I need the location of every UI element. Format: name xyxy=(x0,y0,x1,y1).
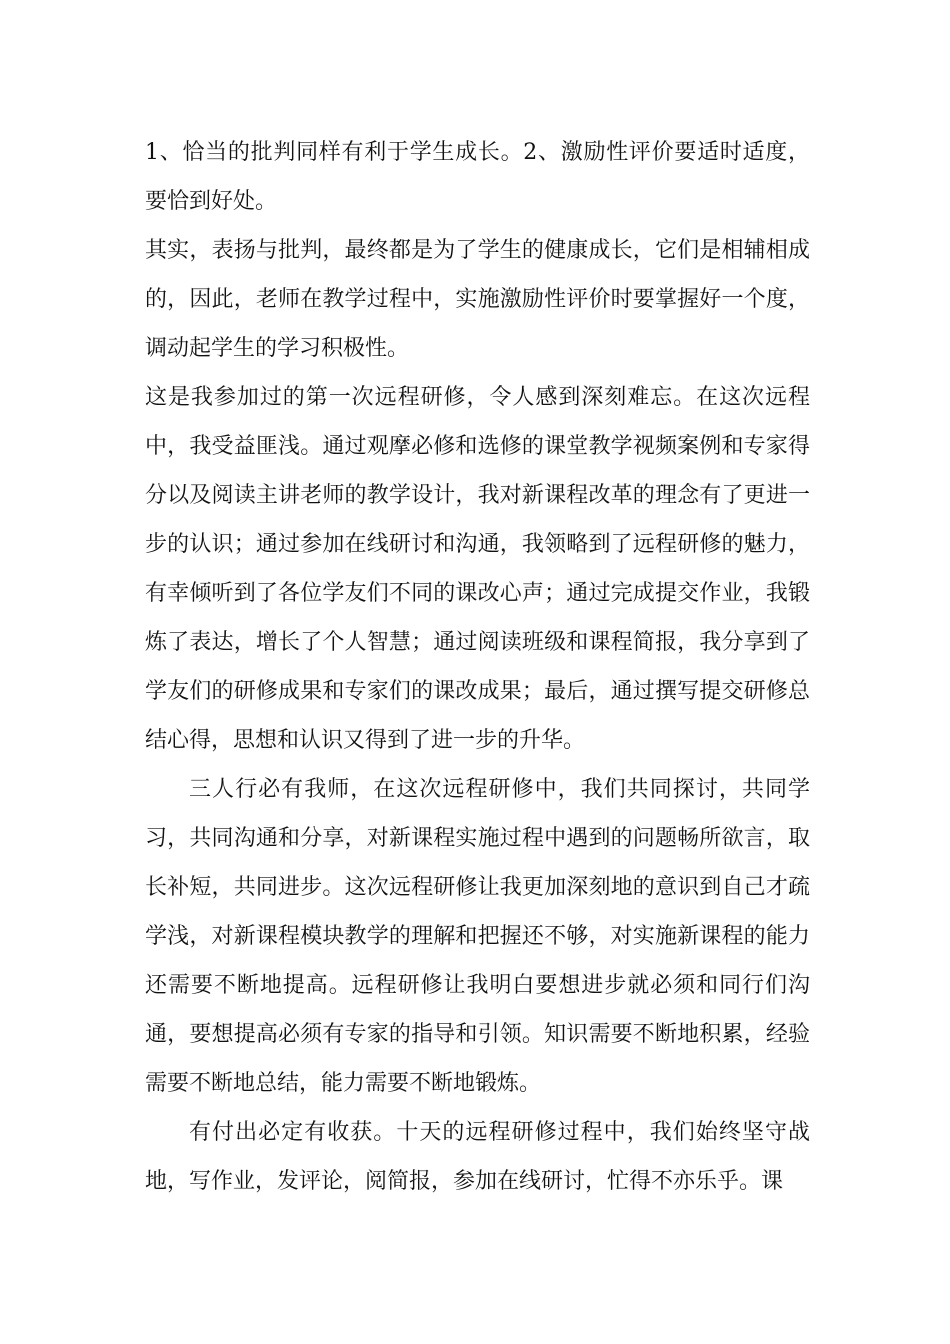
document-body xyxy=(145,128,810,1206)
paragraph-first-remote-training: 这是我参加过的第一次远程研修，令人感到深刻难忘。在这次远程中，我受益匪浅。通过观摩必修和选修的课堂教学视频案例和专家得分以及阅读主讲老师的教学设计，我对新课程改革的理念有了更进一步的认识；通过参加在线研讨和沟通，我领略到了远程研修的魅力，有幸倾听到了各位学友们不同的课改心声；通过完成提交作业，我锻炼了表达，增长了个人智慧；通过阅读班级和课程简报，我分享到了学友们的研修成果和专家们的课改成果；最后，通过撰写提交研修总结心得，思想和认识又得到了进一步的升华。 xyxy=(145,385,810,753)
paragraph-criticism-points: 1、恰当的批判同样有利于学生成长。2、激励性评价要适时适度，要恰到好处。 xyxy=(145,140,810,214)
paragraph-learning-together: 三人行必有我师，在这次远程研修中，我们共同探讨，共同学习，共同沟通和分享，对新课程实施过程中遇到的问题畅所欲言，取长补短，共同进步。这次远程研修让我更加深刻地的意识到自己才疏学浅，对新课程模块教学的理解和把握还不够，对实施新课程的能力还需要不断地提高。远程研修让我明白要想进步就必须和同行们沟通，要想提高必须有专家的指导和引领。知识需要不断地积累，经验需要不断地总结，能力需要不断地锻炼。 xyxy=(145,777,810,1096)
paragraph-effort-and-reward: 有付出必定有收获。十天的远程研修过程中，我们始终坚守战地，写作业，发评论，阅简报，参加在线研讨，忙得不亦乐乎。课 xyxy=(145,1120,810,1194)
paragraph-praise-and-criticism: 其实，表扬与批判，最终都是为了学生的健康成长，它们是相辅相成的，因此，老师在教学过程中，实施激励性评价时要掌握好一个度，调动起学生的学习积极性。 xyxy=(145,238,810,361)
